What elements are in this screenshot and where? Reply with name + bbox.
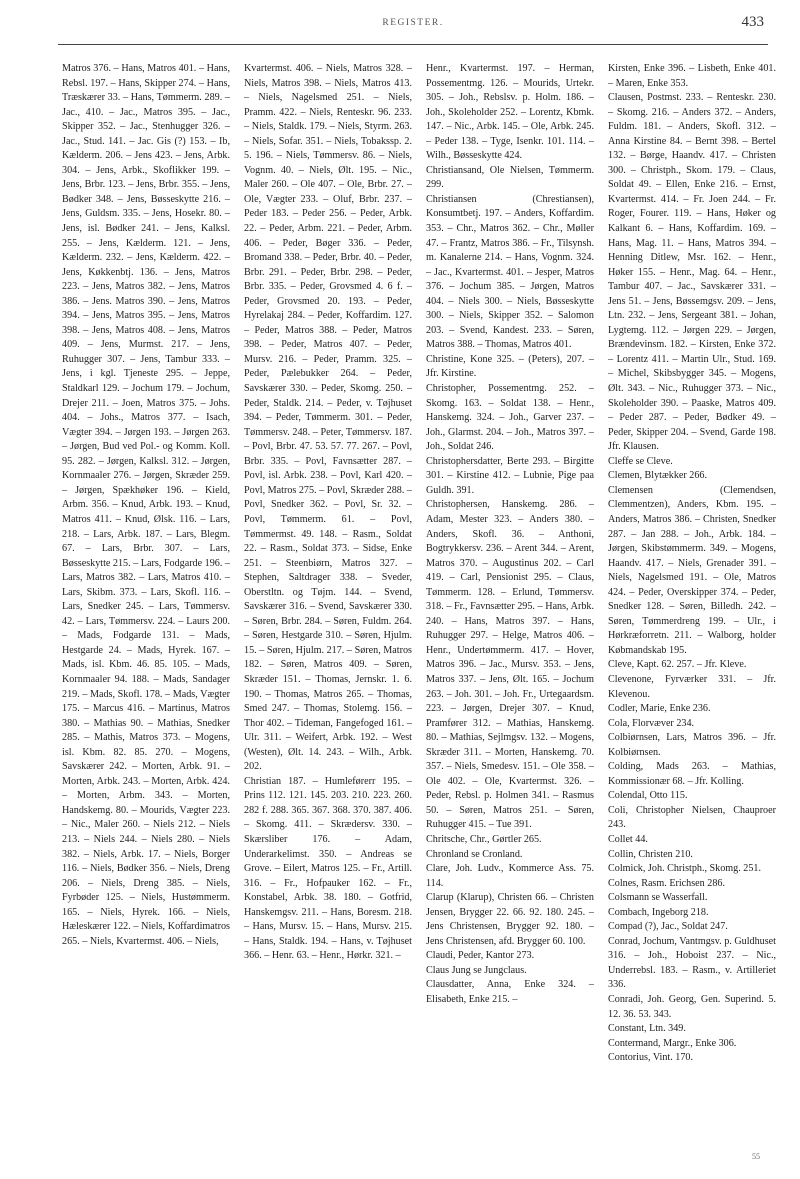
register-entry: Christiansen (Chrestiansen), Konsumtbetj. 197. – Anders, Koffardim. 353. – Chr., Matros 362. – Chr., Møller 47. – Frantz, Matros 386. – Fr., Tilsynsh. m. Kanalerne 214. – Hans, Vognm. 324. – Jac., Kvartermst. 401. – Jesper, Matros 376. – Jochum 385. – Jørgen, Matros 404. – Niels 300. – Niels, Bøsseskytte 300. – Niels, Skipper 352. – Salomon 203. – Svend, Kandest. 233. – Søren, Matros 388. – Thomas, Matros 401. — [426, 193, 594, 351]
register-entry: Christopher, Possementmg. 252. – Skomg. 163. – Soldat 138. – Henr., Hanskemg. 324. – Joh., Garver 237. – Joh., Glarmst. 204. – Joh., Matros 397. – Joh., Soldat 246. — [426, 383, 594, 453]
register-entry: Colendal, Otto 115. — [608, 790, 688, 802]
register-entry: Christophersdatter, Berte 293. – Birgitte 301. – Kirstine 412. – Lubnie, Pige paa Guldh. 391. — [426, 455, 594, 496]
register-entry: Kvartermst. 406. – Niels, Matros 328. – Niels, Matros 398. – Niels, Matros 413. – Niels, Nagelsmed 251. – Niels, Pramm. 422. – Niels, Renteskr. 96. 233. – Niels, Staldk. 179. – Niels, Styrm. 263. – Niels, Sofar. 351. – Niels, Tobakssp. 2. 5. 196. – Niels, Tømmersv. 86. – Niels, Vognm. 40. – Niels, Ølt. 195. – Nic., Maler 260. – Ole 407. – Ole, Brbr. 27. – Ole, Vægter 233. – Oluf, Brbr. 237. – Peder 183. – Peder 256. – Peder, Arbk. 22. – Peder, Arbm. 221. – Peder, Arbm. 406. – Peder, Bøger 336. – Peder, Bromand 338. – Peder, Brbr. 40. – Peder, Brbr. 291. – Peder, Brbr. 298. – Peder, Brbr. 335. – Peder, Grovsmed 4. 6 f. – Peder, Grovsmed 20. 193. – Peder, Hyrelakaj 284. – Peder, Koffardim. 127. – Peder, Matros 388. – Peder, Matros 398. – Peder, Matros 407. – Peder, Mursv. 216. – Peder, Pramm. 325. – Peder, Pælebukker 264. – Peder, Savskærer 330. – Peder, Skomg. 250. – Peder, Staldk. 214. – Peder, v. Tøjhuset 394. – Peder, Tømmerm. 301. – Peder, Tømmersv. 248. – Peter, Tømmersv. 187. – Povl, Brbr. 47. 53. 57. 77. 267. – Povl, Brbr. 335. – Povl, Favnsætter 287. – Povl, isl. Arbk. 238. – Povl, Karl 420. – Povl, Matros 275. – Povl, Skræder 288. – Povl, Snedker 362. – Povl, Sr. 32. – Povl, Tømmerm. 61. – Povl, Tømmermst. 49. 148. – Rasm., Soldat 22. – Rasm., Soldat 373. – Sidse, Enke 251. – Steenbiørn, Matros 327. – Stephen, Saltdrager 338. – Sveder, Oberstltn. og Tøjm. 144. – Svend, Savskærer 316. – Svend, Savskærer 330. – Søren, Brbr. 284. – Søren, Fuldm. 264. – Søren, Hestgarde 310. – Søren, Hjulm. 15. – Søren, Hjulm. 217. – Søren, Matros 182. – Søren, Matros 409. – Søren, Skræder 151. – Thomas, Jernskr. 1. 6. 190. – Thomas, Matros 265. – Thomas, Smed 247. – Thomas, Stolemg. 156. – Thor 402. – Tideman, Fangefoged 161. – Ulr. 311. – Weifert, Arbk. 192. – West (Westen), Ølt. 14. 243. – Wilh., Arbk. 202. — [244, 63, 412, 773]
column-1 — [62, 62, 230, 1150]
register-entry: Colding, Mads 263. – Mathias, Kommissionær 68. – Jfr. Kolling. — [608, 761, 776, 787]
register-entry: Claudi, Peder, Kantor 273. — [426, 950, 535, 962]
register-entry: Clausen, Postmst. 233. – Renteskr. 230. – Skomg. 216. – Anders 372. – Anders, Fuldm. 181. – Anders, Skofl. 312. – Anna Kirstine 84. – Bernt 398. – Bertel 132. – Børge, Haandv. 417. – Christen 300. – Christph., Skom. 179. – Claus, Soldat 49. – Ellen, Enke 216. – Ernst, Kvartermst. 414. – Fr. Joen 244. – Fr. Roger, Fourer. 119. – Hans, Høker og Kalkant 6. – Hans, Koffardim. 169. – Hans, Mag. 11. – Hans, Matros 394. – Henning Ditlew, Msr. 162. – Henr., Høker 155. – Henr., Mag. 64. – Henr., Tambur 407. – Jac., Savskærer 331. – Jens 51. – Jens, Bøssemgsv. 209. – Jens, Ltn. 232. – Jens, Sergeant 381. – Johan, Lygtemg. 112. – Jørgen 229. – Jørgen, Brændevinsm. 182. – Kirsten, Enke 372. – Lorentz 411. – Martin Ulr., Stud. 169. – Michel, Skibsbygger 345. – Mogens, Ølt. 343. – Nic., Ruhugger 373. – Nic., Skoleholder 390. – Paaske, Matros 409. – Peder 287. – Peder, Bødker 49. – Peder, Skipper 204. – Svend, Garde 198. Jfr. Klausen. — [608, 92, 776, 453]
register-entry: Clausdatter, Anna, Enke 324. – Elisabeth, Enke 215. – — [426, 979, 594, 1005]
register-entry: Colmick, Joh. Christph., Skomg. 251. — [608, 863, 762, 875]
register-entry: Christophersen, Hanskemg. 286. – Adam, Mester 323. – Anders 380. – Anders, Skofl. 36. – Anthoni, Bogtrykkersv. 236. – Arent 344. – Arent, Matros 370. – Augustinus 202. – Carl 419. – Carl, Pensionist 295. – Claus, Tømmerm. 128. – Erlund, Tømmersv. 318. – Fr., Favnsætter 295. – Hans, Arbk. 240. – Hans, Matros 397. – Hans, Ruhugger 297. – Helge, Matros 406. – Henr., Undertømmerm. 417. – Hover, Matros 396. – Jac., Mursv. 353. – Jens, Matros 337. – Jens, Ølt. 165. – Jochum 263. – Joh. 301. – Joh. Fr., Urtegaardsm. 223. – Jørgen, Drejer 307. – Knud, Pramfører 312. – Mathias, Hanskemg. 80. – Mathias, Sejlmgsv. 132. – Mogens, Skræder 311. – Morten, Hanskemg. 70. 357. – Niels, Smedesv. 151. – Ole 358. – Ole 402. – Ole, Kvartermst. 326. – Peder, Rebsl. p. Holmen 341. – Rasmus 50. – Søren, Matros 251. – Søren, Ruhugger 415. – Tue 391. — [426, 499, 594, 831]
register-entry: Clevenone, Fyrværker 331. – Jfr. Klevenou. — [608, 673, 776, 700]
register-entry: Colsmann se Wasserfall. — [608, 892, 708, 904]
column-4 — [608, 62, 776, 1150]
register-entry: Contorius, Vint. 170. — [608, 1052, 693, 1064]
register-entry: Christiansand, Ole Nielsen, Tømmerm. 299. — [426, 164, 594, 191]
register-entry: Matros 376. – Hans, Matros 401. – Hans, Rebsl. 197. – Hans, Skipper 274. – Hans, Træskærer 33. – Hans, Tømmerm. 289. – Jac., 410. – Jac., Matros 395. – Jac., Skipper 352. – Jac., Stenhugger 326. – Jac., Stud. 141. – Jac. Gis (?) 153. – Ib, Kælderm. 206. – Jens 423. – Jens, Arbk. 304. – Jens, Arbk., Skoflikker 199. – Jens, Brbr. 123. – Jens, Brbr. 355. – Jens, Bødker 348. – Jens, Bøsseskytte 216. – Jens, Guldsm. 335. – Jens, Hosekr. 80. – Jens, isl. Bødker 241. – Jens, Kalksl. 255. – Jens, Kælderm. 121. – Jens, Kælderm. 232. – Jens, Kælderm. 422. – Jens, Køkkenbtj. 136. – Jens, Matros 223. – Jens, Matros 382. – Jens, Matros 386. – Jens. Matros 390. – Jens, Matros 394. – Jens, Matros 395. – Jens, Matros 398. – Jens, Matros 408. – Jens, Matros 409. – Jens, Murmst. 217. – Jens, Ruhugger 307. – Jens, Tambur 333. – Jens, i kgl. Tjeneste 295. – Jeppe, Staldkarl 129. – Jochum 179. – Jochum, Drejer 211. – Joen, Matros 375. – Johs. 404. – Johs., Matros 377. – Isach, Vægter 394. – Jørgen 193. – Jørgen 263. – Jørgen, Bud ved Pol.- og Komm. Koll. 95. 282. – Jørgen, Kalksl. 312. – Jørgen, Kornmaaler 276. – Jørgen, Skræder 259. – Jørgen, Spækhøker 196. – Kield, Arbm. 356. – Knud, Arbk. 193. – Knud, Matros 411. – Knud, Ølsk. 116. – Lars, 218. – Lars, Arbk. 187. – Lars, Blegm. 67. – Lars, Brbr. 307. – Lars, Bøsseskytte 215. – Lars, Fodgarde 196. – Lars, Matros 382. – Lars, Matros 410. – Lars, Skibm. 373. – Lars, Skofl. 116. – Lars, Snedker 245. – Lars, Tømmersv. 42. – Lars, Tømmersv. 224. – Laurs 200. – Mads, Fodgarde 131. – Mads, Hestgarde 24. – Mads, Hyrek. 167. – Mads, isl. Kbm. 46. 85. 105. – Mads, Kornmaaler 94. 188. – Mads, Sandager 219. – Mads, Skofl. 178. – Mads, Vægter 175. – Marcus 416. – Martinus, Matros 380. – Mathias 90. – Mathias, Snedker 285. – Mathis, Matros 373. – Mogens, isl. Kbm. 82. 85. 270. – Mogens, Savskærer 242. – Morten, Arbk. 91. – Morten, Arbk. 243. – Morten, Arbk. 424. – Morten, Arbm. 343. – Morten, Handskemg. 80. – Mourids, Vægter 223. – Nic., Maler 260. – Niels 212. – Niels 213. – Niels 244. – Niels 280. – Niels 382. – Niels, Arbk. 17. – Niels, Borger 116. – Niels, Bødker 356. – Niels, Dreng 206. – Niels, Dreng 385. – Niels, Fyrbøder 125. – Niels, Hustømmerm. 165. – Niels, Hyrek. 166. – Niels, Hæleskærer 122. – Niels, Koffardimatros 265. – Niels, Kvartermst. 406. – Niels, — [62, 63, 230, 947]
register-entry: Conrad, Jochum, Vantmgsv. p. Guldhuset 316. – Joh., Hoboist 237. – Nic., Underrebsl. 183. – Rasm., v. Artilleriet 336. — [608, 935, 776, 991]
register-entry: Christine, Kone 325. – (Peters), 207. – Jfr. Kirstine. — [426, 353, 594, 380]
register-entry: Coli, Christopher Nielsen, Chauproer 243. — [608, 804, 776, 831]
page-number: 433 — [741, 14, 764, 30]
column-2 — [244, 62, 412, 1150]
register-entry: Combach, Ingeborg 218. — [608, 906, 709, 918]
column-3 — [426, 62, 594, 1150]
register-entry: Claus Jung se Jungclaus. — [426, 964, 527, 976]
register-entry: Conradi, Joh. Georg, Gen. Superind. 5. 12. 36. 53. 343. — [608, 994, 776, 1020]
register-columns — [62, 62, 776, 1150]
signature-mark: 55 — [752, 1152, 760, 1161]
register-entry: Cola, Florvæver 234. — [608, 717, 695, 729]
page-header — [58, 12, 768, 42]
register-entry: Codler, Marie, Enke 236. — [608, 703, 711, 715]
running-title: REGISTER. — [382, 18, 444, 28]
register-entry: Henr., Kvartermst. 197. – Herman, Possementmg. 126. – Mourids, Urtekr. 305. – Joh., Rebslsv. p. Holm. 186. – Joh., Skoleholder 252. – Lorentz, Kbmk. 147. – Nic., Arbk. 145. – Ole, Arbk. 245. – Peder 138. – Tyge, Isenkr. 101. 114. – Wilh., Bøsseskytte 424. — [426, 63, 594, 162]
register-entry: Colbiørnsen, Lars, Matros 396. – Jfr. Kolbiørnsen. — [608, 732, 776, 758]
register-entry: Clemensen (Clemendsen, Clemmentzen), Anders, Kbm. 195. – Anders, Matros 386. – Christen, Snedker 287. – Jan 288. – Joh., Arbk. 184. – Jørgen, Skibstømmerm. 349. – Mogens, Haandv. 417. – Niels, Grenader 391. – Niels, Nagelsmed 191. – Ole, Matros 424. – Peder, Overskipper 374. – Peder, Snedker 128. – Søren, Billedh. 242. – Søren, Tømmerdreng 199. – Ulr., i Hørkræforretn. 211. – Walborg, holder Købmandskab 195. — [608, 484, 776, 656]
register-entry: Collet 44. — [608, 833, 648, 845]
register-entry: Clemen, Blytækker 266. — [608, 470, 707, 482]
register-entry: Kirsten, Enke 396. – Lisbeth, Enke 401. – Maren, Enke 353. — [608, 63, 776, 89]
register-entry: Clarup (Klarup), Christen 66. – Christen Jensen, Brygger 22. 66. 92. 180. 245. – Jens Christensen, Brygger 92. 180. – Jens Christensen, afd. Brygger 60. 100. — [426, 892, 594, 947]
register-entry: Clare, Joh. Ludv., Kommerce Ass. 75. 114. — [426, 863, 594, 889]
register-entry: Chronland se Cronland. — [426, 848, 523, 860]
register-entry: Compad (?), Jac., Soldat 247. — [608, 921, 728, 933]
register-entry: Collin, Christen 210. — [608, 848, 693, 860]
header-rule — [58, 44, 768, 45]
register-entry: Christian 187. – Humleførerr 195. – Prins 112. 121. 145. 203. 210. 223. 260. 282 f. 288. 365. 367. 368. 370. 387. 406. – Skomg. 411. – Skrædersv. 330. – Skærsliber 176. – Adam, Underarkelimst. 350. – Andreas se Grove. – Eilert, Matros 125. – Fr., Artill. 316. – Fr., Hofpauker 162. – Fr., Konstabel, Arbk. 38. 180. – Gotfrid, Hanskemgsv. 211. – Hans, Boresm. 218. – Hans, Mursv. 15. – Hans, Mursv. 215. – Hans, Staldk. 194. – Hans, v. Tøjhuset 366. – Henr. 63. – Henr., Hørkr. 321. – — [244, 775, 412, 962]
register-entry: Constant, Ltn. 349. — [608, 1023, 686, 1035]
register-entry: Contermand, Margr., Enke 306. — [608, 1037, 737, 1049]
register-entry: Cleffe se Cleve. — [608, 455, 673, 467]
register-entry: Cleve, Kapt. 62. 257. – Jfr. Kleve. — [608, 659, 747, 671]
register-entry: Colnes, Rasm. Erichsen 286. — [608, 877, 725, 889]
register-entry: Chritsche, Chr., Gørtler 265. — [426, 833, 542, 845]
